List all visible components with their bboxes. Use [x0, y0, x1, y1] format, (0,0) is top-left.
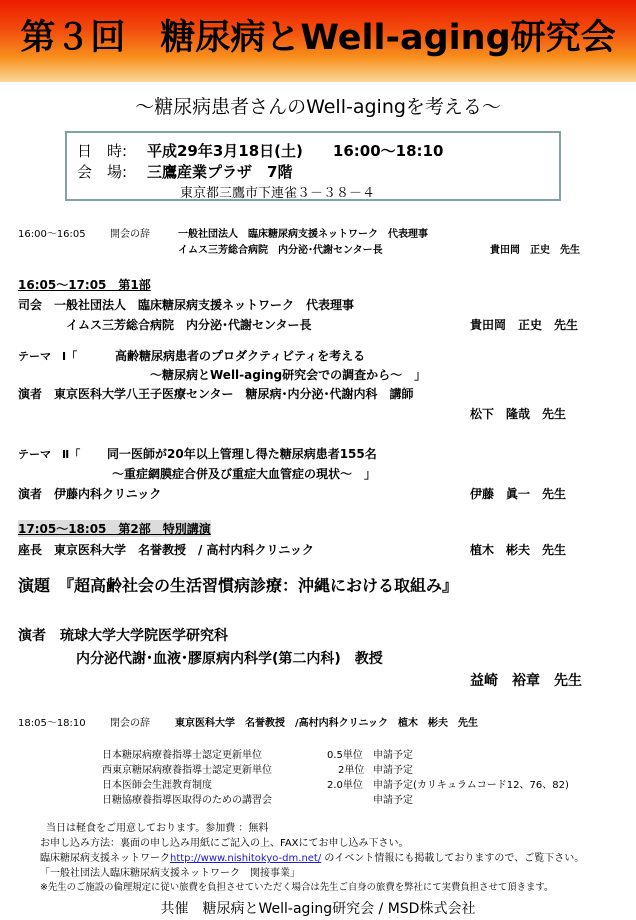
network-link[interactable]: http://www.nishitokyo-dm.net/	[170, 853, 322, 864]
footer-sponsor: 共催 糖尿病とWell-aging研究会 / MSD株式会社	[160, 901, 476, 917]
network-suffix: のイベント情報にも掲載しておりますので、ご覧下さい。	[324, 853, 585, 864]
part1-heading: 16:05～17:05 第1部	[18, 278, 151, 292]
event-subtitle: ～糖尿病患者さんのWell-agingを考える～	[135, 96, 501, 118]
closing-label: 閉会の辞	[110, 718, 150, 729]
credit-name: 日本医師会生涯教育制度	[102, 780, 212, 791]
theme1-subtitle: ～糖尿病とWell-aging研究会での調査から～ 」	[150, 368, 427, 382]
part2-chair: 座長 東京医科大学 名誉教授 / 高村内科クリニック	[18, 543, 314, 557]
credit-name: 西東京糖尿病療養指導士認定更新単位	[102, 765, 272, 776]
part2-chair-name: 植木 彬夫 先生	[470, 543, 567, 557]
part1-chair-name: 貴田岡 正史 先生	[470, 318, 579, 332]
event-title: 第３回 糖尿病とWell-aging研究会	[20, 18, 616, 58]
note-fee: 当日は軽食をご用意しております。参加費 ：無料	[46, 823, 269, 834]
opening-affiliation: イムス三芳総合病院 内分泌･代謝センター長	[178, 245, 383, 256]
speaker1-line: 演者 東京医科大学八王子医療センター 糖尿病･内分泌･代謝内科 講師	[18, 387, 414, 401]
closing-detail: 東京医科大学 名誉教授 /高村内科クリニック 植木 彬夫 先生	[175, 718, 479, 729]
credit-status: 申請予定	[373, 750, 413, 761]
lecture-title: 演題 『超高齢社会の生活習慣病診療：沖縄における取組み』	[18, 576, 459, 595]
network-prefix: 臨床糖尿病支援ネットワーク	[40, 853, 170, 864]
opening-label: 開会の辞	[110, 229, 150, 240]
credit-units: 0.5単位	[327, 750, 363, 761]
credit-units: 2単位	[338, 765, 365, 776]
venue-label: 会 場:	[77, 163, 128, 181]
part1-chair: 司会 一般社団法人 臨床糖尿病支援ネットワーク 代表理事	[18, 298, 355, 312]
date-label: 日 時:	[77, 142, 128, 160]
credit-status: 申請予定	[373, 765, 413, 776]
note-network	[40, 849, 584, 864]
credit-units: 2.0単位	[327, 780, 363, 791]
credit-status: 申請予定	[373, 795, 413, 806]
part2-heading: 17:05～18:05 第2部 特別講演	[18, 522, 211, 536]
theme1-label: テーマ Ⅰ「	[18, 350, 78, 363]
venue-address: 東京都三鷹市下連雀３－３８－４	[180, 186, 376, 201]
speaker2-name: 伊藤 眞一 先生	[470, 487, 567, 501]
venue-value: 三鷹産業プラザ 7階	[147, 163, 293, 181]
note-project: 「一般社団法人臨床糖尿病支援ネットワーク 関接事業」	[40, 868, 300, 879]
opening-time: 16:00～16:05	[18, 229, 86, 240]
credit-status: 申請予定(カリキュラムコード12、76、82)	[373, 780, 569, 791]
closing-time: 18:05～18:10	[18, 718, 86, 729]
opening-name: 貴田岡 正史 先生	[490, 245, 580, 256]
opening-org: 一般社団法人 臨床糖尿病支援ネットワーク 代表理事	[178, 229, 428, 240]
lecture-speaker-name: 益崎 裕章 先生	[470, 673, 582, 689]
theme2-subtitle: ～重症網膜症合併及び重症大血管症の現状～ 」	[112, 467, 377, 481]
speaker2-line: 演者 伊藤内科クリニック	[18, 487, 162, 501]
theme2-label: テーマ Ⅱ「	[18, 448, 81, 461]
theme2-title: 同一医師が20年以上管理し得た糖尿病患者155名	[107, 447, 377, 461]
lecture-speaker-affiliation: 内分泌代謝･血液･膠原病内科学(第二内科) 教授	[76, 651, 383, 667]
date-value: 平成29年3月18日(土) 16:00～18:10	[147, 142, 444, 160]
lecture-speaker: 演者 琉球大学大学院医学研究科	[18, 628, 228, 644]
part1-chair-affiliation: イムス三芳総合病院 内分泌･代謝センター長	[66, 318, 312, 332]
theme1-title: 高齢糖尿病患者のプロダクティビティを考える	[115, 349, 366, 363]
speaker1-name: 松下 隆哉 先生	[470, 407, 567, 421]
note-ethics: ※先生のご施設の倫理規定に従い旅費を負担させていただく場合は先生ご自身の旅費を弊社にて実費負担させて頂きます。	[40, 882, 554, 893]
credit-name: 日糖協療養指導医取得のための講習会	[102, 795, 272, 806]
credit-name: 日本糖尿病療養指導士認定更新単位	[102, 750, 262, 761]
note-apply: お申し込み方法：裏面の申し込み用紙にご記入の上、FAXにてお申し込み下さい。	[40, 838, 409, 849]
